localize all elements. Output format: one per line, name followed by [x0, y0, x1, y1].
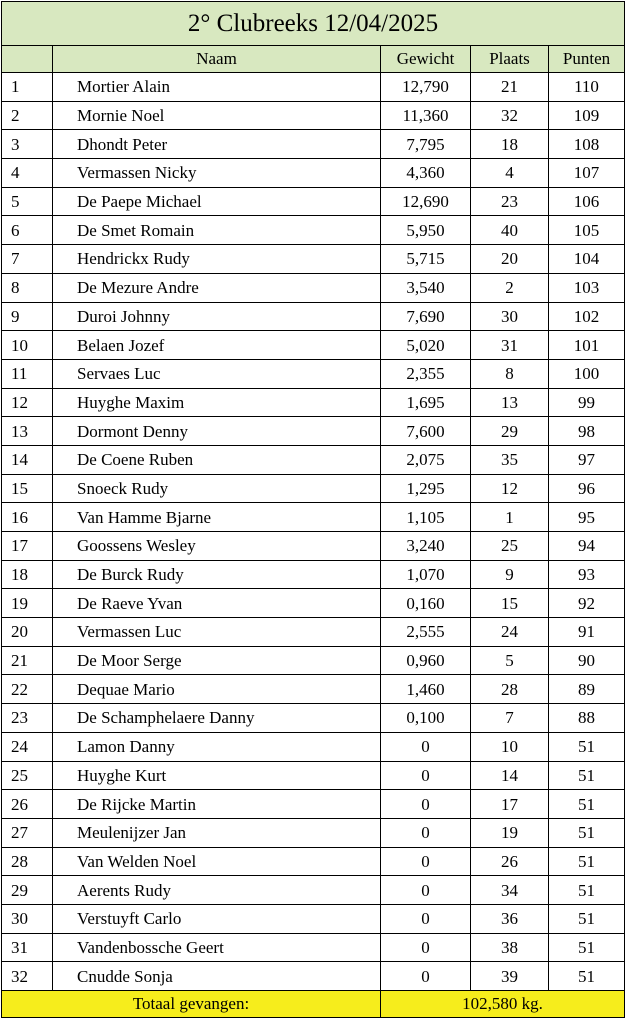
- table-row: [2, 618, 625, 647]
- cell-name: Huyghe Maxim: [53, 388, 381, 417]
- cell-points: 93: [549, 560, 625, 589]
- cell-points: 89: [549, 675, 625, 704]
- cell-weight: 7,600: [381, 417, 471, 446]
- table-row: [2, 417, 625, 446]
- cell-name: Lamon Danny: [53, 732, 381, 761]
- cell-points: 92: [549, 589, 625, 618]
- cell-place: 39: [471, 962, 549, 991]
- cell-place: 19: [471, 818, 549, 847]
- cell-points: 51: [549, 790, 625, 819]
- cell-weight: 0: [381, 904, 471, 933]
- cell-rank: 25: [2, 761, 53, 790]
- results-table: [1, 1, 625, 1018]
- table-row: [2, 273, 625, 302]
- cell-points: 101: [549, 331, 625, 360]
- cell-weight: 0: [381, 847, 471, 876]
- cell-name: Mornie Noel: [53, 101, 381, 130]
- cell-weight: 0: [381, 876, 471, 905]
- table-row: [2, 532, 625, 561]
- table-row: [2, 445, 625, 474]
- cell-rank: 2: [2, 101, 53, 130]
- cell-name: De Moor Serge: [53, 646, 381, 675]
- cell-points: 51: [549, 732, 625, 761]
- cell-rank: 11: [2, 359, 53, 388]
- cell-weight: 0: [381, 933, 471, 962]
- cell-weight: 4,360: [381, 159, 471, 188]
- cell-rank: 14: [2, 445, 53, 474]
- cell-name: Aerents Rudy: [53, 876, 381, 905]
- cell-place: 31: [471, 331, 549, 360]
- cell-rank: 24: [2, 732, 53, 761]
- cell-place: 12: [471, 474, 549, 503]
- header-weight: Gewicht: [381, 46, 471, 73]
- table-row: [2, 130, 625, 159]
- table-row: [2, 101, 625, 130]
- cell-points: 107: [549, 159, 625, 188]
- cell-place: 26: [471, 847, 549, 876]
- cell-rank: 18: [2, 560, 53, 589]
- cell-rank: 6: [2, 216, 53, 245]
- cell-rank: 13: [2, 417, 53, 446]
- cell-place: 7: [471, 704, 549, 733]
- table-row: [2, 904, 625, 933]
- cell-place: 21: [471, 73, 549, 102]
- cell-weight: 2,075: [381, 445, 471, 474]
- cell-rank: 4: [2, 159, 53, 188]
- cell-points: 95: [549, 503, 625, 532]
- cell-rank: 3: [2, 130, 53, 159]
- cell-points: 51: [549, 962, 625, 991]
- table-row: [2, 818, 625, 847]
- cell-points: 105: [549, 216, 625, 245]
- cell-points: 51: [549, 904, 625, 933]
- cell-weight: 2,555: [381, 618, 471, 647]
- header-row: [2, 46, 625, 73]
- cell-points: 110: [549, 73, 625, 102]
- cell-rank: 17: [2, 532, 53, 561]
- cell-weight: 0: [381, 818, 471, 847]
- table-row: [2, 646, 625, 675]
- cell-weight: 1,070: [381, 560, 471, 589]
- cell-rank: 8: [2, 273, 53, 302]
- cell-name: Vermassen Nicky: [53, 159, 381, 188]
- cell-rank: 29: [2, 876, 53, 905]
- cell-points: 102: [549, 302, 625, 331]
- table-row: [2, 847, 625, 876]
- cell-weight: 1,695: [381, 388, 471, 417]
- cell-rank: 5: [2, 187, 53, 216]
- cell-points: 106: [549, 187, 625, 216]
- cell-place: 23: [471, 187, 549, 216]
- table-row: [2, 187, 625, 216]
- cell-weight: 7,795: [381, 130, 471, 159]
- cell-weight: 11,360: [381, 101, 471, 130]
- cell-name: Van Hamme Bjarne: [53, 503, 381, 532]
- cell-points: 103: [549, 273, 625, 302]
- cell-name: Meulenijzer Jan: [53, 818, 381, 847]
- cell-points: 90: [549, 646, 625, 675]
- cell-rank: 20: [2, 618, 53, 647]
- cell-weight: 5,715: [381, 245, 471, 274]
- cell-weight: 0: [381, 761, 471, 790]
- cell-rank: 21: [2, 646, 53, 675]
- table-row: [2, 704, 625, 733]
- cell-name: De Burck Rudy: [53, 560, 381, 589]
- cell-place: 32: [471, 101, 549, 130]
- table-row: [2, 761, 625, 790]
- cell-name: Servaes Luc: [53, 359, 381, 388]
- table-row: [2, 790, 625, 819]
- cell-name: De Raeve Yvan: [53, 589, 381, 618]
- cell-name: Dormont Denny: [53, 417, 381, 446]
- page-title: 2° Clubreeks 12/04/2025: [2, 2, 625, 46]
- cell-name: De Mezure Andre: [53, 273, 381, 302]
- cell-place: 15: [471, 589, 549, 618]
- cell-weight: 12,790: [381, 73, 471, 102]
- cell-name: Dhondt Peter: [53, 130, 381, 159]
- cell-rank: 22: [2, 675, 53, 704]
- table-row: [2, 962, 625, 991]
- cell-name: Snoeck Rudy: [53, 474, 381, 503]
- cell-weight: 2,355: [381, 359, 471, 388]
- cell-name: Vandenbossche Geert: [53, 933, 381, 962]
- cell-weight: 3,540: [381, 273, 471, 302]
- cell-rank: 19: [2, 589, 53, 618]
- cell-place: 5: [471, 646, 549, 675]
- cell-place: 29: [471, 417, 549, 446]
- cell-name: Belaen Jozef: [53, 331, 381, 360]
- cell-name: Vermassen Luc: [53, 618, 381, 647]
- cell-name: Hendrickx Rudy: [53, 245, 381, 274]
- cell-weight: 5,020: [381, 331, 471, 360]
- cell-rank: 26: [2, 790, 53, 819]
- cell-rank: 32: [2, 962, 53, 991]
- cell-place: 40: [471, 216, 549, 245]
- cell-name: Mortier Alain: [53, 73, 381, 102]
- cell-points: 51: [549, 818, 625, 847]
- cell-name: Duroi Johnny: [53, 302, 381, 331]
- cell-place: 9: [471, 560, 549, 589]
- cell-name: De Schamphelaere Danny: [53, 704, 381, 733]
- cell-rank: 15: [2, 474, 53, 503]
- cell-place: 2: [471, 273, 549, 302]
- cell-name: De Coene Ruben: [53, 445, 381, 474]
- cell-rank: 28: [2, 847, 53, 876]
- table-row: [2, 732, 625, 761]
- cell-weight: 3,240: [381, 532, 471, 561]
- cell-place: 28: [471, 675, 549, 704]
- table-row: [2, 474, 625, 503]
- cell-place: 25: [471, 532, 549, 561]
- total-label: Totaal gevangen:: [2, 991, 381, 1018]
- header-points: Punten: [549, 46, 625, 73]
- total-value: 102,580 kg.: [381, 991, 625, 1018]
- cell-weight: 0,160: [381, 589, 471, 618]
- header-rank: [2, 46, 53, 73]
- table-row: [2, 245, 625, 274]
- cell-name: Huyghe Kurt: [53, 761, 381, 790]
- cell-place: 30: [471, 302, 549, 331]
- cell-place: 1: [471, 503, 549, 532]
- cell-weight: 0: [381, 790, 471, 819]
- table-row: [2, 933, 625, 962]
- cell-place: 8: [471, 359, 549, 388]
- cell-weight: 1,295: [381, 474, 471, 503]
- cell-place: 14: [471, 761, 549, 790]
- cell-rank: 1: [2, 73, 53, 102]
- table-row: [2, 359, 625, 388]
- cell-rank: 31: [2, 933, 53, 962]
- cell-place: 4: [471, 159, 549, 188]
- cell-place: 20: [471, 245, 549, 274]
- cell-place: 24: [471, 618, 549, 647]
- cell-points: 98: [549, 417, 625, 446]
- table-row: [2, 388, 625, 417]
- cell-rank: 30: [2, 904, 53, 933]
- cell-place: 13: [471, 388, 549, 417]
- cell-place: 10: [471, 732, 549, 761]
- cell-name: Goossens Wesley: [53, 532, 381, 561]
- cell-name: Dequae Mario: [53, 675, 381, 704]
- cell-name: De Paepe Michael: [53, 187, 381, 216]
- cell-points: 99: [549, 388, 625, 417]
- cell-points: 88: [549, 704, 625, 733]
- cell-rank: 9: [2, 302, 53, 331]
- table-row: [2, 503, 625, 532]
- cell-weight: 1,460: [381, 675, 471, 704]
- cell-rank: 27: [2, 818, 53, 847]
- cell-name: De Rijcke Martin: [53, 790, 381, 819]
- cell-points: 51: [549, 761, 625, 790]
- table-row: [2, 73, 625, 102]
- cell-name: Cnudde Sonja: [53, 962, 381, 991]
- cell-points: 94: [549, 532, 625, 561]
- results-sheet: [1, 1, 624, 1023]
- cell-place: 34: [471, 876, 549, 905]
- cell-name: Verstuyft Carlo: [53, 904, 381, 933]
- table-row: [2, 216, 625, 245]
- title-row: [2, 2, 625, 46]
- cell-weight: 0: [381, 962, 471, 991]
- cell-points: 51: [549, 876, 625, 905]
- cell-place: 18: [471, 130, 549, 159]
- cell-place: 36: [471, 904, 549, 933]
- table-row: [2, 876, 625, 905]
- table-row: [2, 560, 625, 589]
- cell-weight: 5,950: [381, 216, 471, 245]
- cell-weight: 0: [381, 732, 471, 761]
- cell-points: 96: [549, 474, 625, 503]
- cell-name: De Smet Romain: [53, 216, 381, 245]
- cell-rank: 16: [2, 503, 53, 532]
- results-body: [2, 73, 625, 991]
- cell-points: 109: [549, 101, 625, 130]
- cell-points: 100: [549, 359, 625, 388]
- cell-rank: 12: [2, 388, 53, 417]
- cell-rank: 23: [2, 704, 53, 733]
- cell-weight: 0,100: [381, 704, 471, 733]
- cell-points: 104: [549, 245, 625, 274]
- cell-rank: 10: [2, 331, 53, 360]
- cell-weight: 0,960: [381, 646, 471, 675]
- cell-points: 91: [549, 618, 625, 647]
- total-row: [2, 991, 625, 1018]
- header-name: Naam: [53, 46, 381, 73]
- cell-weight: 7,690: [381, 302, 471, 331]
- cell-weight: 1,105: [381, 503, 471, 532]
- cell-weight: 12,690: [381, 187, 471, 216]
- cell-points: 51: [549, 847, 625, 876]
- cell-place: 35: [471, 445, 549, 474]
- table-row: [2, 331, 625, 360]
- cell-place: 17: [471, 790, 549, 819]
- header-place: Plaats: [471, 46, 549, 73]
- table-row: [2, 302, 625, 331]
- cell-name: Van Welden Noel: [53, 847, 381, 876]
- table-row: [2, 589, 625, 618]
- table-row: [2, 675, 625, 704]
- table-row: [2, 159, 625, 188]
- cell-rank: 7: [2, 245, 53, 274]
- cell-points: 108: [549, 130, 625, 159]
- cell-place: 38: [471, 933, 549, 962]
- cell-points: 51: [549, 933, 625, 962]
- cell-points: 97: [549, 445, 625, 474]
